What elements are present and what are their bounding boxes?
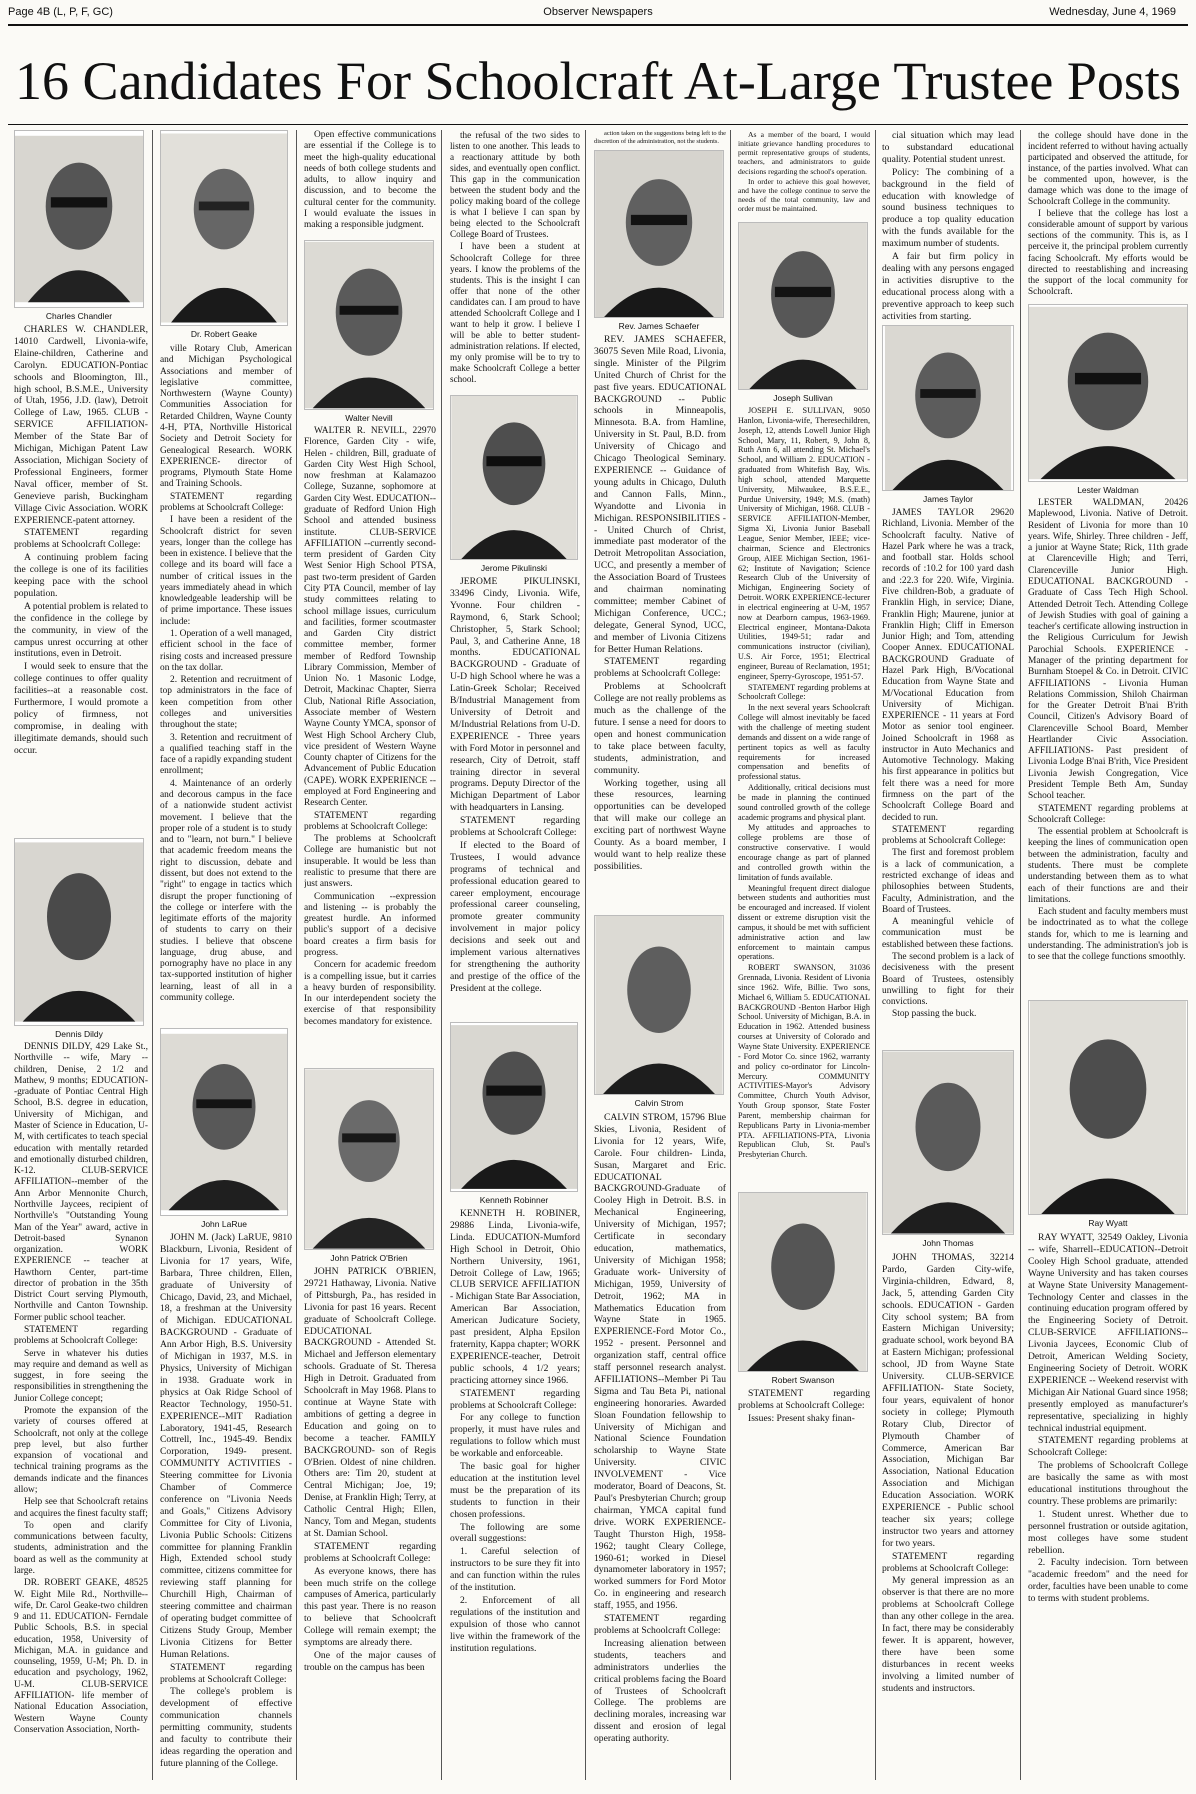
caption-nevill: Walter Nevill <box>345 413 393 423</box>
article-column-8c <box>1028 1232 1188 1780</box>
caption-waldman: Lester Waldman <box>1077 485 1139 495</box>
caption-obrien: John Patrick O'Brien <box>330 1253 408 1263</box>
article-paragraph: Open effective communications are essential if the College is to meet the high-quality educational needs of both college students and adults, to allow inquiry and discussion, and to become the cultural center for the community. I would evaluate the issues in making a responsible judgment. <box>304 130 436 231</box>
column-rule <box>152 130 153 1780</box>
article-paragraph: Concern for academic freedom is a compelling issue, but it carries a heavy burden of responsibility. In our interdependent society the exercise of that responsibility becomes mandatory for existence. <box>304 960 436 1027</box>
caption-schaefer: Rev. James Schaefer <box>618 321 700 331</box>
article-paragraph: LESTER WALDMAN, 20426 Maplewood, Livonia. Native of Detroit. Resident of Livonia for more than 10 years. Wife, Shirley. Three children - Jeff, a junior at Wayne State; Rick, 11th grade at Clarenceville High; and Terri, Clarenceville Junior High. EDUCATIONAL BACKGROUND - Graduate of Cass Tech High School. Attended Detroit Tech. Attending College of Jewish Studies with goal of gaining a teacher's certificate allowing instruction in the Religious Curriculum for Jewish Parochial Schools. EXPERIENCE - Manager of the printing department for Burnham Stoepel & Co. in Detroit. CIVIC AFFILIATIONS - Livonia Human Relations Commission, Shiloh Chairman for the Greater Detroit B'nai B'rith Council, Citizen's Advisory Board of Clarenceville School Board, Member Heartlander Civic Association. AFFILIATIONS- Past president of Livonia Lodge B'nai B'rith, Vice President Livonia Jewish Congregation, Vice President Temple Beth Am, Sunday School teacher. <box>1028 498 1188 802</box>
article-paragraph: STATEMENT regarding problems at Schoolcraft College: <box>738 682 870 702</box>
portrait-photo-nevill <box>304 240 434 410</box>
article-column-5a <box>594 130 726 148</box>
caption-thomas: John Thomas <box>922 1238 974 1248</box>
caption-pikulinski: Jerome Pikulinski <box>480 563 548 573</box>
article-paragraph: action taken on the suggestions being left to the discretion of the administration, not the students. <box>594 130 726 145</box>
portrait-photo-chandler <box>14 130 144 308</box>
article-paragraph: DENNIS DILDY, 429 Lake St., Northville -- wife, Mary -- children, Denise, 2 1/2 and Mathew, 9 months; EDUCATION--graduate of Pontiac Central High School, B.S. degree in education, University of Michigan, and Master of Science in Education, U-M, with certificates to teach special education with mentally retarded and emotionally disturbed children, K-12. CLUB-SERVICE AFFILIATION--member of the Ann Arbor Mennonite Church, Northville Jaycees, recipient of Northville's "Outstanding Young Man of the Year" award, active in Detroit-based Synanon organization. WORK EXPERIENCE -- teacher at Hawthorn Center, part-time director of probation in the 35th District Court serving Plymouth, Northville and Canton Township. Former public school teacher. <box>14 1042 148 1323</box>
column-rule <box>1020 130 1021 1780</box>
portrait-photo-thomas <box>882 1050 1014 1235</box>
article-paragraph: STATEMENT regarding problems at Schoolcraft College: <box>304 1540 436 1564</box>
portrait-photo-schaefer <box>594 150 724 318</box>
article-paragraph: The first and foremost problem is a lack of communication, a restricted exchange of ideas and philosophies between Students, Faculty, Administration, and the Board of Trustees. <box>882 848 1014 915</box>
article-paragraph: Each student and faculty members must be indoctrinated as to what the college stands for, which to me is learning and understanding. The administration's job is to see that the college functions smoothly. <box>1028 907 1188 963</box>
portrait-photo-swanson <box>738 1192 868 1372</box>
column-rule <box>585 130 586 1780</box>
article-paragraph: STATEMENT regarding problems at Schoolcraft College: <box>14 1325 148 1347</box>
article-paragraph: JOSEPH E. SULLIVAN, 9050 Hanlon, Livonia-wife, Theresechildren, Joseph, 12, attends Lowell Junior High School, Mary, 11, Robert, 9, John 8, Ruth Ann 6, all attending St. Michael's School, and William 2. EDUCATION - graduated from Whitefish Bay, Wis. high school, attended Marquette University, Milwaukee, B.S.E.E., Purdue University, 1949; M.S. (math) University of Michigan, 1968. CLUB - SERVICE AFFILIATION-Member, Sigma Xi, Livonia Junior Baseball League, Senior Member, IEEE; vice-chairman, Science and Electronics Group, AIEE Michigan Section, 1961-62; Institute of Navigation; Science Research Club of the University of Michigan, Engineering Society of Detroit. WORK EXPERIENCE-lecturer in electrical engineering at U-M, 1957 now at Dearborn campus, 1963-1969. Electrical engineer, Montana-Dakota Utilities, 1949-51; radar and communications instructor (civilian), U.S. Air Force, 1951; Electrical engineer, Bureau of Reclamation, 1951; engineer, Sperry-Gyroscope, 1951-57. <box>738 406 870 681</box>
article-paragraph: A meaningful vehicle of communication must be established between these factions. <box>882 917 1014 950</box>
column-rule <box>441 130 442 1780</box>
article-paragraph: I have been a student at Schoolcraft College for three years. I know the problems of the students. This is the insight I can offer that none of the other candidates can. I am proud to have attended Schoolcraft College and I want to help it grow. I believe I will be able to better student-administration relations. If elected, my only promise will be to try to make Schoolcraft College a better school. <box>450 241 580 385</box>
article-paragraph: STATEMENT regarding problems at Schoolcraft College: <box>882 1550 1014 1574</box>
headline-rule <box>8 124 1188 125</box>
article-paragraph: 2. Retention and recruitment of top administrators in the face of keen competition from other colleges and universities throughout the state; <box>160 675 292 731</box>
portrait-photo-larue <box>160 1028 288 1216</box>
article-paragraph: STATEMENT regarding problems at Schoolcraft College: <box>882 824 1014 847</box>
portrait-photo-wyatt <box>1028 1000 1188 1215</box>
article-paragraph: The problems at Schoolcraft College are humanistic but not insuperable. It would be less than realistic to presume that there are just answers. <box>304 834 436 890</box>
article-column-3b <box>304 426 436 1066</box>
article-paragraph: JEROME PIKULINSKI, 33496 Cindy, Livonia. Wife, Yvonne. Four children - Raymond, 6, Stark School; Christopher, 5, Stark School; Paul, 3, and Catherine Anne, 18 months. EDUCATIONAL BACKGROUND - Graduate of U-D high School where he was a Latin-Greek Scholar; Received B/Industrial Management from University of Detroit and M/Industrial Relations from U-D. EXPERIENCE - Three years with Ford Motor in personnel and research, City of Detroit, staff training director in several programs. Deputy Director of the Michigan Department of Labor with headquarters in Lansing. <box>450 576 580 814</box>
article-paragraph: The problems of Schoolcraft College are basically the same as with most educational institutions throughout the country. These problems are primarily: <box>1028 1460 1188 1507</box>
portrait-photo-dildy <box>14 838 144 1026</box>
article-paragraph: A potential problem is related to the confidence in the college by the community, in view of the campus unrest occurring at other institutions, even in Detroit. <box>14 600 148 660</box>
caption-chandler: Charles Chandler <box>45 311 113 321</box>
caption-strom: Calvin Strom <box>634 1098 684 1108</box>
article-paragraph: JOHN M. (Jack) LaRUE, 9810 Blackburn, Livonia, Resident of Livonia for 17 years, Wife, Barbara, Three children, Ellen, graduate of University of Chicago, David, 23, and Michael, 18, a freshman at the University of Michigan. EDUCATIONAL BACKGROUND - Graduate of Ann Arbor High, B.S. University of Michigan in 1937, M.S. in Physics, University of Michigan in 1938. Graduate work in physics at Oak Ridge School of Reactor Technology, 1950-51. EXPERIENCE--MIT Radiation Laboratory, 1941-45, Research Cottrell, Inc., 1945-49. Bendix Corporation, 1949- present. COMMUNITY ACTIVITIES - Steering committee for Livonia Chamber of Commerce conference on "Livonia Needs and Goals," Citizens Advisory Committee for City of Livonia, Livonia Public Schools: Citizens committee for planning Franklin High, Extended school study committee, citizens committee for reviewing staff planning for Churchill High, Chairman of steering committee and chairman of operating budget committee of Citizens Study Group, Member Livonia Citizens for Better Human Relations. <box>160 1232 292 1660</box>
article-paragraph: STATEMENT regarding problems at Schoolcraft College: <box>450 815 580 839</box>
article-paragraph: 4. Maintenance of an orderly and decorous campus in the face of a nationwide student activist movement. I believe that the proper role of a student is to study and to "learn, not burn." I believe that academic freedom means the right to discussion, debate and dissent, but does not extend to the "right" to engage in tactics which disrupt the proper functioning of the college or interfere with the legitimate efforts of the majority of students to carry on their studies. I believe that obscene language, drug abuse, and pornography have no place in any tax-supported institution of higher learning, least of all in a community college. <box>160 778 292 1004</box>
article-column-4b <box>450 576 580 1020</box>
caption-larue: John LaRue <box>201 1219 247 1229</box>
article-paragraph: Additionally, critical decisions must be made in planning the continued sound controlled growth of the college academic programs and physical plant. <box>738 783 870 822</box>
article-column-6c <box>738 1388 870 1780</box>
article-paragraph: JOHN THOMAS, 32214 Pardo, Garden City-wife, Virginia-children, Edward, 8, Jack, 5, attending Garden City schools. EDUCATION - Garden City school system; BA from Eastern Michigan University; graduate school, work beyond BA at Eastern Michigan; professional school, JD from Wayne State University. CLUB-SERVICE AFFILIATION- State Society, four years, equivalent of honor society in college; Plymouth Rotary Club, Director of Plymouth Chamber of Commerce, American Bar Association, Michigan Bar Association, National Education Association and Michigan Education Association. WORK EXPERIENCE - Public school teacher six years; college instructor two years and attorney for two years. <box>882 1252 1014 1549</box>
article-paragraph: ville Rotary Club, American and Michigan Psychological Associations and member of legislative committee, Northwestern (Wayne County) Communities Association for Retarded Children, Wayne County 4-H, PTA, Northville Historical Society and Detroit Society for Genealogical Research. WORK EXPERIENCE- director of programs, Plymouth State Home and Training Schools. <box>160 344 292 490</box>
column-rule <box>730 130 731 1780</box>
publication-date: Wednesday, June 4, 1969 <box>1049 6 1176 18</box>
article-column-7c <box>882 1252 1014 1780</box>
article-column-2b <box>160 1232 292 1780</box>
article-paragraph: A continuing problem facing the college is one of its facilities keeping pace with the school population. <box>14 552 148 599</box>
caption-swanson: Robert Swanson <box>771 1375 835 1385</box>
caption-dildy: Dennis Dildy <box>55 1029 103 1039</box>
headline: 16 Candidates For Schoolcraft At-Large Trustee Posts <box>15 51 1181 111</box>
article-paragraph: 3. Retention and recruitment of a qualified teaching staff in the face of a rapidly expanding student enrollment; <box>160 732 292 777</box>
article-paragraph: STATEMENT regarding problems at Schoolcraft College: <box>160 1661 292 1685</box>
article-paragraph: One of the major causes of trouble on the campus has been <box>304 1650 436 1673</box>
column-rule <box>296 130 297 1780</box>
article-paragraph: WALTER R. NEVILL, 22970 Florence, Garden City - wife, Helen - children, Bill, graduate of Garden City West High School, now freshman at Kalamazoo College, Suzanne, sophomore at Garden City West. EDUCATION--graduate of Redford Union High School and attended business institute. CLUB-SERVICE AFFILIATION --currently second-term president of Garden City West Senior High School PTSA, past two-term president of Garden City PTA Council, member of lay study committees relating to school millage issues, curriculum and facilities, former scoutmaster and Garden City district committee member, former member of Redford Township Library Commission, Member of Union No. 1 Masonic Lodge, Detroit, Mackinac Chapter, Sierra Club, National Rifle Association, Associate member of Western Wayne County YMCA, sponsor of West High School Archery Club, vice president of Western Wayne County chapter of Citizens for the Advancement of Public Education (CAPE). WORK EXPERIENCE -- employed at Ford Engineering and Research Center. <box>304 426 436 809</box>
article-paragraph: STATEMENT regarding problems at Schoolcraft College: <box>1028 803 1188 825</box>
article-paragraph: Help see that Schoolcraft retains and acquires the finest faculty staff; <box>14 1497 148 1519</box>
article-column-1b <box>14 1042 148 1780</box>
article-paragraph: In order to achieve this goal however, and have the college continue to serve the needs of the total community, law and order must be maintained. <box>738 176 870 213</box>
article-paragraph: Stop passing the buck. <box>892 1009 977 1020</box>
article-paragraph: The second problem is a lack of decisiveness with the present Board of Trustees, ostensibly unwilling to fight for their convictions. <box>882 951 1014 1008</box>
article-paragraph: JOHN PATRICK O'BRIEN, 29721 Hathaway, Livonia. Native of Pittsburgh, Pa., has resided in Livonia for past 16 years. Recent graduate of Schoolcraft College. EDUCATIONAL BACKGROUND - Attended St. Michael and Jefferson elementary schools. Graduate of St. Theresa High in Detroit. Graduated from Schoolcraft in May 1968. Plans to continue at Wayne State with ambitions of getting a degree in Education and going on to become a teacher. FAMILY BACKGROUND- son of Regis O'Brien. Oldest of nine children. Others are: Tim 20, student at Central Michigan; Joe, 19; Denise, at Franklin High; Terry, at Catholic Central High; Ellen, Nancy, Tom and Megan, students at St. Damian School. <box>304 1266 436 1539</box>
caption-robinner: Kenneth Robinner <box>479 1195 549 1205</box>
portrait-photo-waldman <box>1028 304 1188 482</box>
article-paragraph: STATEMENT regarding problems at Schoolcraft College: <box>738 1388 870 1411</box>
article-paragraph: In the next several years Schoolcraft College will almost inevitably be faced with the challenge of meeting student demands and dissent on a wide range of pertinent topics as well as faculty requirements for increased compensation and benefits of professional status. <box>738 703 870 782</box>
article-column-2a <box>160 344 292 1026</box>
article-column-4a <box>450 130 580 392</box>
article-paragraph: STATEMENT regarding problems at Schoolcraft College: <box>594 1613 726 1636</box>
article-paragraph: My general impression as an observer is that there are no more problems at Schoolcraft College than any other college in the area. In fact, there may be considerably fewer. It is apparent, however, there have been some disturbances in recent weeks involving a limited number of students and instructors. <box>882 1575 1014 1694</box>
article-paragraph: I would seek to ensure that the college continues to offer quality facilities--at a reasonable cost. Furthermore, I would promote a policy of firmness, not compromise, in dealing with illegitimate demands, should such occur. <box>14 661 148 756</box>
article-paragraph: The basic goal for higher education at the institution level must be the preparation of its students to function in their chosen professions. <box>450 1461 580 1520</box>
article-paragraph: 1. Careful selection of instructors to be sure they fit into and can function within the rules of the institution. <box>450 1546 580 1594</box>
caption-wyatt: Ray Wyatt <box>1088 1218 1128 1228</box>
article-column-7a <box>882 130 1014 322</box>
article-paragraph: Communication --expression and listening -- is probably the greatest hurdle. An informed public's support of a decisive board creates a firm basis for progress. <box>304 891 436 958</box>
article-paragraph: Increasing alienation between students, teachers and administrators underlies the critical problems facing the Board of Trustees of Schoolcraft College. The problems are declining morales, increasing war dissent and erosion of legal operating authority. <box>594 1637 726 1745</box>
article-column-3c <box>304 1266 436 1780</box>
article-paragraph: Issues: Present shaky finan- <box>748 1412 855 1424</box>
article-paragraph: CALVIN STROM, 15796 Blue Skies, Livonia, Resident of Livonia for 12 years, Wife, Carole. Four children- Linda, Susan, Margaret and Eric. EDUCATIONAL BACKGROUND-Graduate of Cooley High in Detroit. B.S. in Mechanical Engineering, University of Michigan, 1957; Certificate in secondary education, mathematics, University of Michigan 1958; Graduate work- University of Michigan, 1959, University of Detroit, 1962; MA in Mathematics Education from Wayne State in 1965. EXPERIENCE-Ford Motor Co., 1952 - present. Personnel and organization staff, central office staff personnel research analyst. AFFILIATIONS--Member Pi Tau Sigma and Tau Beta Pi, national engineering honoraries. Awarded Sloan Foundation fellowship to University of Michigan and National Science Foundation scholarship to Wayne State University. CIVIC INVOLVEMENT - Vice moderator, Board of Deacons, St. Paul's Presbyterian Church; group chairman, YMCA capital fund drive. WORK EXPERIENCE- Taught Thurston High, 1958-1962; taught Cleary College, 1960-61; worked in Diesel dynamometer laboratory in 1957; worked summers for Ford Motor Co. in engineering and research staff, 1955, and 1956. <box>594 1112 726 1612</box>
article-paragraph: I have been a resident of the Schoolcraft district for seven years, longer than the college has been in existence. I believe that the college and its board will face a number of critical issues in the years immediately ahead in which knowledgeable leadership will be of prime importance. These issues include: <box>160 515 292 627</box>
page-folio: Page 4B (L, P, F, GC) <box>8 6 113 18</box>
article-paragraph: Working together, using all these resources, learning opportunities can be developed that will make our college an exciting part of northwest Wayne County. As a board member, I would want to help realize these possibilities. <box>594 777 726 872</box>
article-column-6a <box>738 130 870 220</box>
article-paragraph: KENNETH H. ROBINER, 29886 Linda, Livonia-wife, Linda. EDUCATION-Mumford High School in Detroit, Ohio Northern University, 1961, Detroit College of Law, 1965; CLUB SERVICE AFFILIATION - Michigan State Bar Association, American Bar Association, American Judicature Society, past president, Alpha Epsilon fraternity, Kappa chapter; WORK EXPERIENCE-teacher, Detroit public schools, 4 1/2 years; practicing attorney since 1966. <box>450 1208 580 1386</box>
article-paragraph: the refusal of the two sides to listen to one another. This leads to a reactionary attitude by both sides, and eventually open conflict. This gap in the communication between the student body and the policy making board of the college is what I believe I can span by being elected to the Schoolcraft College Board of Trustees. <box>450 130 580 240</box>
article-paragraph: Problems at Schoolcraft College are not really problems as much as the challenge of the future. I sense a need for doors to open and honest communication to take place between faculty, students, administration, and community. <box>594 681 726 776</box>
article-paragraph: I believe that the college has lost a considerable amount of support by various sections of the community. This is, as I perceive it, the principal problem currently facing Schoolcraft. My efforts would be directed to reestablishing and increasing the support of the local community for Schoolcraft. <box>1028 208 1188 296</box>
article-paragraph: Meaningful frequent direct dialogue between students and authorities must be encouraged and increased. If violent dissent or extreme disruption visit the campus, it should be met with sufficient administrative action and law enforcement to maintain campus operations. <box>738 883 870 962</box>
article-paragraph: 2. Faculty indecision. Torn between "academic freedom" and the need for order, faculties have been unable to come to terms with student problems. <box>1028 1557 1188 1605</box>
caption-taylor: James Taylor <box>923 494 973 504</box>
article-paragraph: Serve in whatever his duties may require and demand as well as suggest, in fore seeing the responsibilities in strengthening the Junior College concept; <box>14 1348 148 1404</box>
article-column-8a <box>1028 130 1188 302</box>
article-paragraph: 2. Enforcement of all regulations of the institution and expulsion of those who cannot live within the framework of the institution regulations. <box>450 1595 580 1654</box>
article-paragraph: ROBERT SWANSON, 31036 Grennada, Livonia. Resident of Livonia since 1962. Wife, Billie. Two sons, Michael 6, William 5. EDUCATIONAL BACKGROUND -Benton Harbor High School. University of Michigan, B.A. in Education in 1962. Attended business courses at University of Colorado and Wayne State University. EXPERIENCE - Ford Motor Co. since 1962, warranty and policy co-ordinator for Lincoln-Mercury. COMMUNITY ACTIVITIES-Mayor's Advisory Committee, Church Youth Advisor, Youth Group sponsor, State Foster Parent, membership chairman for Republicans Party in Livonia-member PTA. AFFILIATIONS-PTA, Livonia Republican Club, St. Paul's Presbyterian Church. <box>738 963 870 1160</box>
article-paragraph: If elected to the Board of Trustees, I would advance programs of technical and professional education geared to career employment, encourage professional career counseling, promote greater community involvement in major policy decisions and seek out and implement various alternatives for strengthening the authority and prestige of the office of the President at the college. <box>450 839 580 994</box>
portrait-photo-geake <box>160 130 288 326</box>
article-paragraph: cial situation which may lead to substandard educational quality. Potential student unrest. <box>882 130 1014 165</box>
article-column-5b <box>594 334 726 912</box>
article-paragraph: DR. ROBERT GEAKE, 48525 W. Eight Mile Rd., Northville--wife, Dr. Carol Geake-two children 9 and 11. EDUCATION- Ferndale Public Schools, B.S. in special education, 1958, University of Michigan, M.A. in guidance and counseling, 1959, U-M; Ph. D. in education and psychology, 1962, U-M. CLUB-SERVICE AFFILIATION- life member of National Education Association, Western Wayne County Conservation Association, North- <box>14 1578 148 1735</box>
article-column-1a <box>14 324 148 836</box>
article-paragraph: As everyone knows, there has been much strife on the college campuses of America, particularly this past year. There is no reason to believe that Schoolcraft College will remain exempt; the symptoms are already there. <box>304 1565 436 1649</box>
article-paragraph: My attitudes and approaches to college problems are those of constructive conservative. I would encourage change as part of planned and controlled growth within the limitation of funds available. <box>738 823 870 882</box>
article-paragraph: As a member of the board, I would initiate grievance handling procedures to permit representative groups of students, teachers, and administrators to guide decisions regarding the school's operation. <box>738 130 870 176</box>
article-paragraph: CHARLES W. CHANDLER, 14010 Cardwell, Livonia-wife, Elaine-children, Catherine and Carolyn. EDUCATION-Pontiac schools and Bloomington, Ill., high school, B.S.M.E., University of Utah, 1956, J.D. (law), Detroit College of Law, 1965. CLUB - SERVICE AFFILIATION-Member of the State Bar of Michigan, Michigan Patent Law Association, Michigan Society of Professional Engineers, former Naval officer, member of St. Genevieve parish, Buckingham Village Civic Association. WORK EXPERIENCE-patent attorney. <box>14 324 148 526</box>
article-paragraph: the college should have done in the incident referred to without having actually participated and observed the attitude, for instance, of the parties involved. What can be commented upon, however, is the damage which was done to the image of Schoolcraft College in the community. <box>1028 130 1188 207</box>
article-paragraph: To open and clarify communications between faculty, students, administration and the board as well as the community at large. <box>14 1520 148 1576</box>
article-paragraph: REV. JAMES SCHAEFER, 36075 Seven Mile Road, Livonia, single. Minister of the Pilgrim United Church of Christ for the past five years. EDUCATIONAL BACKGROUND -- Public schools in Minneapolis, Minnesota. B.A. from Hamline, University in St. Paul, B.D. from University of Chicago and Chicago Theological Seminary. EXPERIENCE -- Guidance of young adults in Chicago, Duluth and Cannon Falls, Minn., Wyandotte and Livonia in Michigan. RESPONSIBILITIES -- United Church of Christ, immediate past moderator of the Detroit Metropolitan Association, UCC, and presently a member of the Association Board of Trustees and chairman nominating committee; member Cabinet of Michigan Conference, UCC.; delegate, General Synod, UCC, and member of Livonia Citizens for Better Human Relations. <box>594 334 726 655</box>
caption-sullivan: Joseph Sullivan <box>773 393 833 403</box>
article-column-4c <box>450 1208 580 1780</box>
article-paragraph: A fair but firm policy in dealing with any persons engaged in activities disruptive to the educational process along with a preventive approach to keep such activities from starting. <box>882 251 1014 322</box>
portrait-photo-robinner <box>450 1022 578 1192</box>
portrait-photo-taylor <box>882 325 1014 491</box>
article-paragraph: For any college to function properly, it must have rules and regulations to follow which must be workable and enforceable. <box>450 1412 580 1460</box>
article-paragraph: JAMES TAYLOR 29620 Richland, Livonia. Member of the Schoolcraft faculty. Native of Hazel Park where he was a track, and football star. Holds school records of :10.2 for 100 yard dash and :22.3 for 220. Wife, Virginia. Five children-Bob, a graduate of Franklin High, in service; Diane, Franklin High; Maurene, junior at Franklin High; Cliff in Emerson Junior High; and Tom, attending Cooper Annex. EDUCATIONAL BACKGROUND Graduate of Hazel Park High, B/Vocational Education from Wayne State and M/Vocational Education from University of Michigan. EXPERIENCE - 11 years at Ford Motor as senior tool engineer. Joined Schoolcraft in 1968 as instructor in Auto Mechanics and Automotive Technology. Making his first appearance in politics but felt there was a need for more firmness on the part of the Schoolcraft College Board and decided to run. <box>882 508 1014 823</box>
portrait-photo-sullivan <box>738 222 868 390</box>
article-paragraph: STATEMENT regarding problems at Schoolcraft College: <box>594 656 726 680</box>
article-column-5c <box>594 1112 726 1780</box>
article-paragraph: STATEMENT regarding problems at Schoolcraft College: <box>14 527 148 551</box>
article-paragraph: The college's problem is development of effective communication channels permitting community, students and faculty to contribute their ideas regarding the operation and future planning of the College. <box>160 1686 292 1769</box>
top-rule <box>8 24 1188 26</box>
article-paragraph: 1. Student unrest. Whether due to personnel frustration or outside agitation, most colleges have some student rebellion. <box>1028 1508 1188 1556</box>
article-column-7b <box>882 508 1014 1048</box>
article-column-3a <box>304 130 436 238</box>
portrait-photo-strom <box>594 915 724 1095</box>
article-column-8b <box>1028 498 1188 998</box>
article-paragraph: STATEMENT regarding problems at Schoolcraft College: <box>1028 1435 1188 1459</box>
article-paragraph: Policy: The combining of a background in the field of education with knowledge of sound business techniques to produce a top quality education with the funds available for the maximum number of students. <box>882 166 1014 250</box>
publication-name: Observer Newspapers <box>543 6 653 18</box>
article-paragraph: RAY WYATT, 32549 Oakley, Livonia -- wife, Sharrell--EDUCATION--Detroit Cooley High School graduate, attended Wayne University and has taken courses at Wayne State University Management-Technology Center and classes in the continuing education program offered by the Engineering Society of Detroit. CLUB-SERVICE AFFILIATIONS--Livonia Jaycees, Economic Club of Detroit, American Welding Society, Engineering Society of Detroit. WORK EXPERIENCE -- Weekend reservist with Michigan Air National Guard since 1958; presently employed as manufacturer's representative, specializing in highly technical industrial equipment. <box>1028 1232 1188 1434</box>
article-paragraph: 1. Operation of a well managed, efficient school in the face of rising costs and increased pressure on the tax dollar. <box>160 629 292 673</box>
article-paragraph: The following are some overall suggestions: <box>450 1521 580 1545</box>
article-paragraph: Promote the expansion of the variety of courses offered at Schoolcraft, not only at the college prep level, but also further expansion of vocational and technical training programs as the demands indicate and the finances allow; <box>14 1406 148 1495</box>
column-rule <box>875 130 876 1780</box>
article-paragraph: The essential problem at Schoolcraft is keeping the lines of communication open between the administration, faculty and students. There must be complete understanding between them as to what each of their functions are and their limitations. <box>1028 827 1188 905</box>
article-paragraph: STATEMENT regarding problems at Schoolcraft College: <box>160 491 292 513</box>
portrait-photo-obrien <box>304 1068 434 1250</box>
article-paragraph: STATEMENT regarding problems at Schoolcraft College: <box>304 810 436 832</box>
article-paragraph: STATEMENT regarding problems at Schoolcraft College: <box>450 1387 580 1411</box>
caption-geake: Dr. Robert Geake <box>190 329 258 339</box>
article-column-6b <box>738 406 870 1190</box>
portrait-photo-pikulinski <box>450 395 578 560</box>
